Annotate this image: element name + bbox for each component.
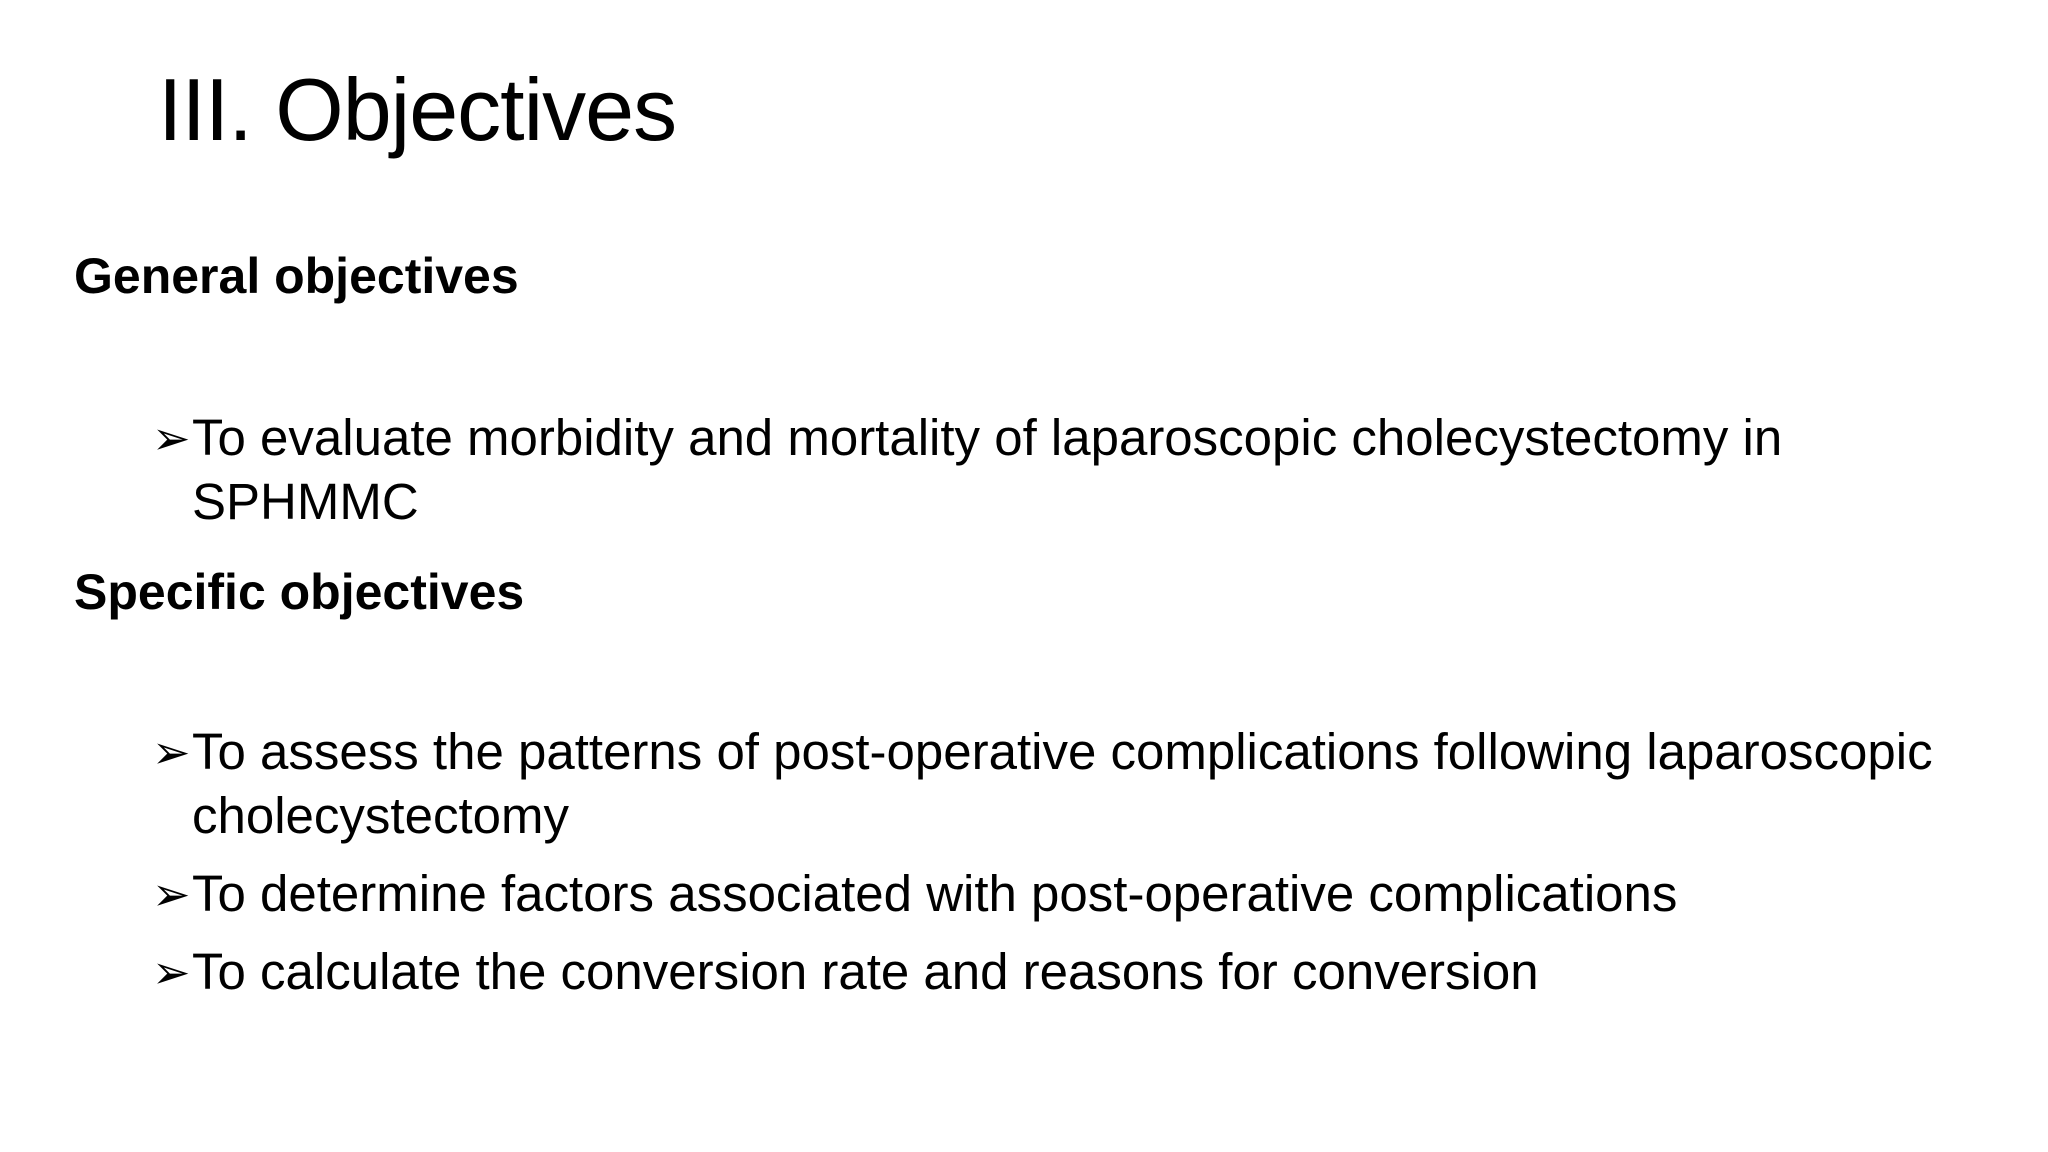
arrow-bullet-icon: ➢ — [152, 946, 191, 998]
arrow-bullet-icon: ➢ — [152, 412, 191, 464]
specific-objectives-heading: Specific objectives — [74, 564, 525, 620]
general-objectives-heading: General objectives — [74, 248, 519, 304]
bullet-text: To determine factors associated with post-operative complications — [192, 865, 1678, 922]
general-objective-item — [152, 406, 1972, 534]
specific-objective-item — [152, 862, 1972, 926]
specific-objective-item — [152, 720, 1972, 848]
arrow-bullet-icon: ➢ — [152, 726, 191, 778]
bullet-text: To assess the patterns of post-operative complications following laparoscopic cholecystectomy — [192, 723, 1933, 844]
specific-objective-item — [152, 940, 1972, 1004]
bullet-text: To calculate the conversion rate and reasons for conversion — [192, 943, 1539, 1000]
bullet-text: To evaluate morbidity and mortality of laparoscopic cholecystectomy in SPHMMC — [192, 409, 1783, 530]
arrow-bullet-icon: ➢ — [152, 868, 191, 920]
slide-title: III. Objectives — [158, 60, 677, 159]
